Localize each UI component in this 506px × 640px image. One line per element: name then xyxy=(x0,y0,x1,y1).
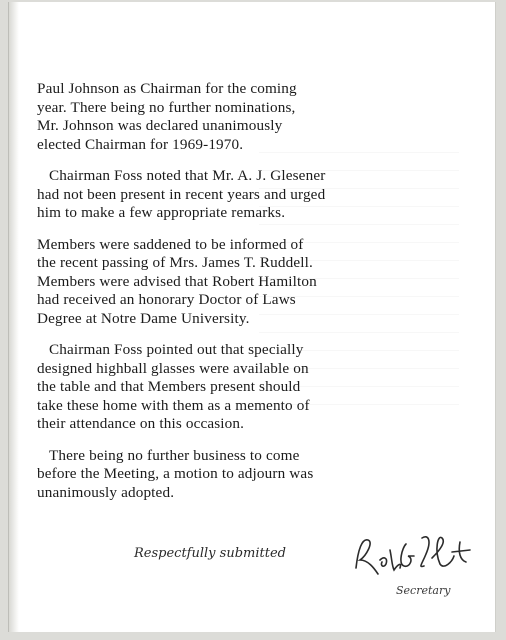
text-line: had not been present in recent years and urged xyxy=(37,185,326,203)
text-line: Members were advised that Robert Hamilton xyxy=(37,272,317,290)
paragraph-chairman-election xyxy=(37,80,487,154)
text-line: Paul Johnson as Chairman for the coming xyxy=(37,80,297,97)
text-line: the table and that Members present should xyxy=(37,378,301,395)
text-line: year. There being no further nominations, xyxy=(37,98,296,116)
text-line: him to make a few appropriate remarks. xyxy=(37,204,286,221)
text-line: Chairman Foss noted that Mr. A. J. Glesener xyxy=(49,167,326,184)
text-line: Degree at Notre Dame University. xyxy=(37,309,250,327)
closing-block xyxy=(134,542,494,602)
respectfully-submitted-text: Respectfully submitted xyxy=(134,546,286,561)
text-line: their attendance on this occasion. xyxy=(37,415,245,432)
handwritten-signature xyxy=(348,530,488,588)
paragraph-member-news xyxy=(37,236,487,329)
text-line: designed highball glasses were available on xyxy=(37,359,309,377)
text-line: Members were saddened to be informed of xyxy=(37,235,304,253)
text-line: There being no further business to come xyxy=(49,446,300,464)
paragraph-glesener-remarks xyxy=(37,167,487,223)
text-line: unanimously adopted. xyxy=(37,483,175,501)
page-spine-shadow xyxy=(9,2,19,632)
text-line: before the Meeting, a motion to adjourn was xyxy=(37,465,314,482)
text-line: take these home with them as a memento of xyxy=(37,396,310,414)
paragraph-highball-glasses xyxy=(37,341,487,434)
document-page xyxy=(8,2,496,632)
minutes-body xyxy=(37,80,487,515)
text-line: Chairman Foss pointed out that specially xyxy=(49,341,304,358)
text-line: Mr. Johnson was declared unanimously xyxy=(37,117,283,134)
paragraph-adjournment xyxy=(37,447,487,503)
text-line: had received an honorary Doctor of Laws xyxy=(37,291,296,308)
text-line: the recent passing of Mrs. James T. Ruddell. xyxy=(37,254,313,271)
secretary-title: Secretary xyxy=(396,584,451,597)
text-line: elected Chairman for 1969-1970. xyxy=(37,135,244,153)
